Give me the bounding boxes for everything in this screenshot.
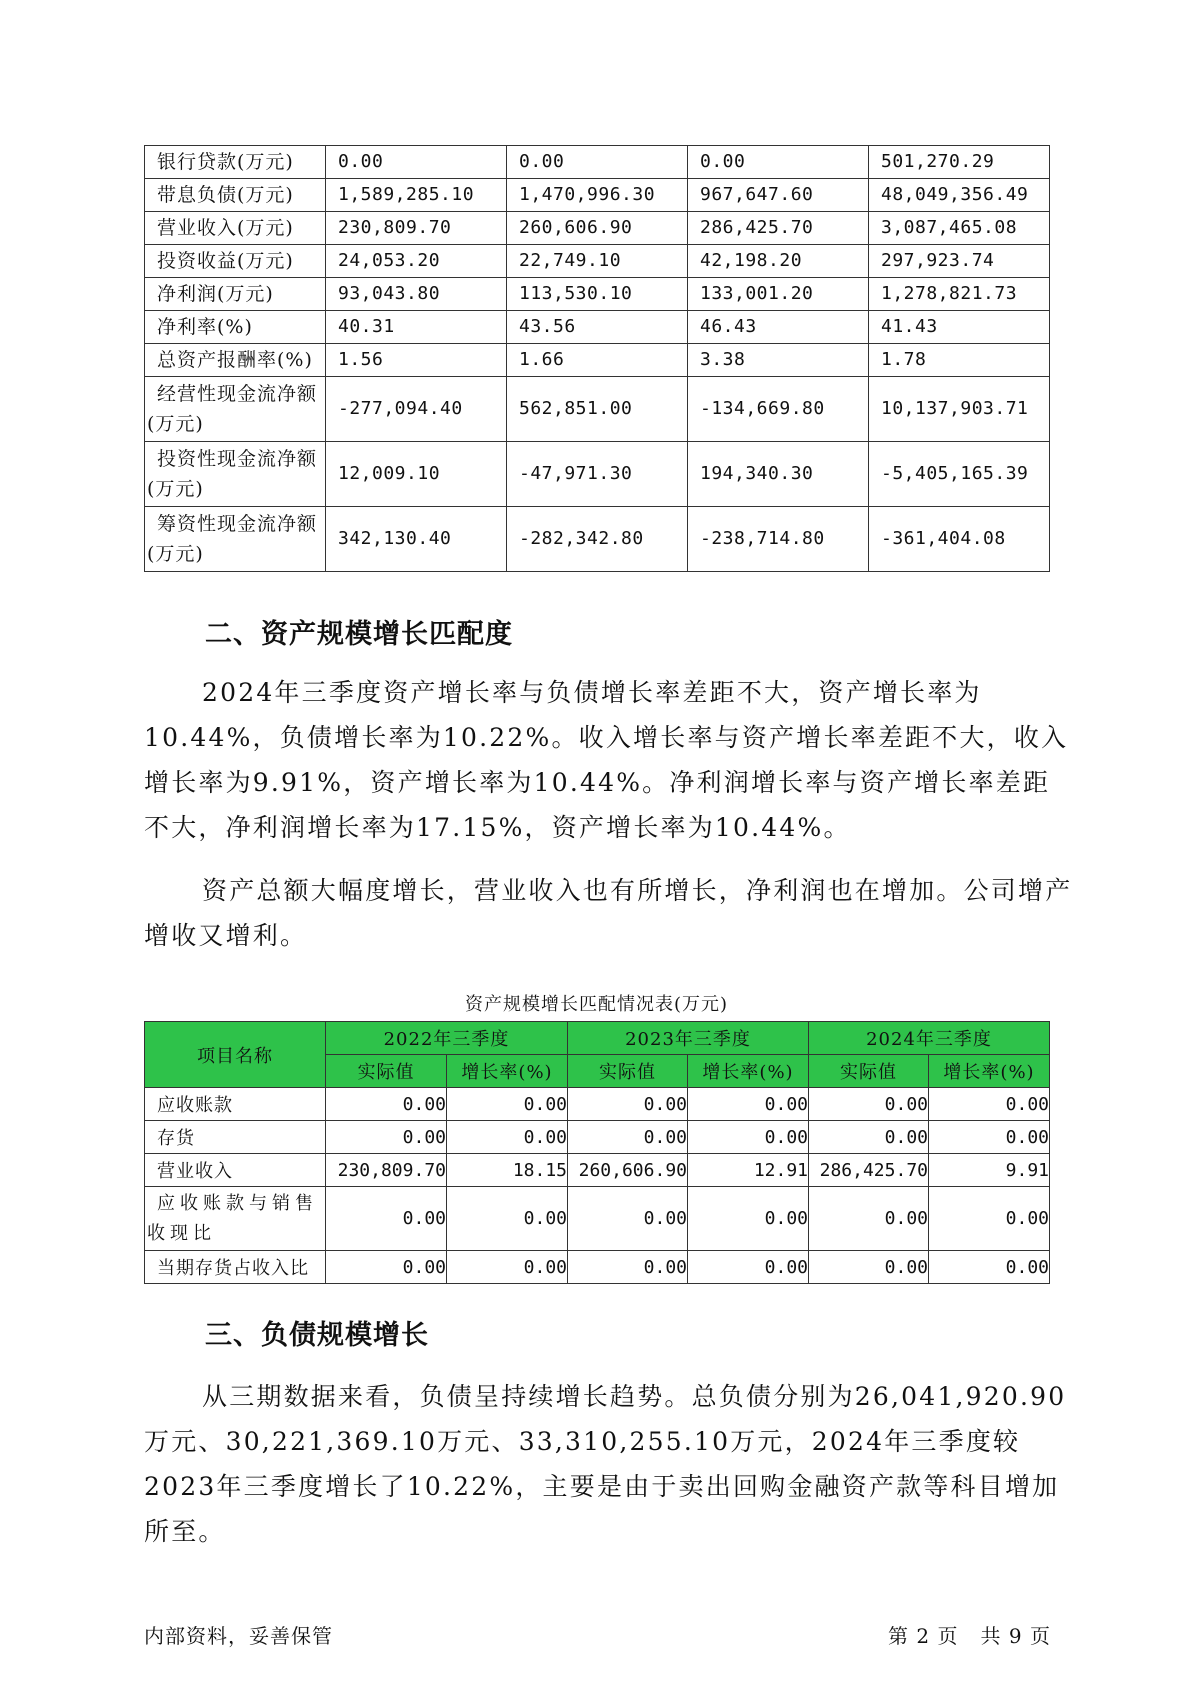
- table-cell: 260,606.90: [507, 212, 688, 245]
- table-cell: 0.00: [568, 1187, 688, 1251]
- table-cell: 12.91: [688, 1154, 809, 1187]
- header-actual: 实际值: [809, 1055, 929, 1088]
- table-cell: 0.00: [809, 1187, 929, 1251]
- table-cell: 24,053.20: [326, 245, 507, 278]
- table-cell: 42,198.20: [688, 245, 869, 278]
- table-cell: 41.43: [869, 311, 1050, 344]
- table-cell: 0.00: [568, 1121, 688, 1154]
- table-cell: 0.00: [929, 1088, 1050, 1121]
- table-cell: 93,043.80: [326, 278, 507, 311]
- table-cell: 43.56: [507, 311, 688, 344]
- table-cell: 0.00: [507, 146, 688, 179]
- table-row: [145, 1251, 1050, 1284]
- table-cell: 0.00: [326, 1088, 447, 1121]
- asset-growth-table: [144, 1021, 1050, 1284]
- table-row: [145, 278, 1050, 311]
- body-paragraph: 2024年三季度资产增长率与负债增长率差距不大，资产增长率为10.44%，负债增长率为10.22%。收入增长率与资产增长率差距不大，收入增长率为9.91%，资产增长率为10.44%。净利润增长率与资产增长率差距不大，净利润增长率为17.15%，资产增长率为10.44%。: [144, 678, 1069, 842]
- table-cell: 0.00: [929, 1187, 1050, 1251]
- table-cell: 113,530.10: [507, 278, 688, 311]
- table-row: [145, 507, 1050, 572]
- table-cell: 342,130.40: [326, 507, 507, 572]
- row-label: 存货: [145, 1121, 326, 1154]
- table-cell: 230,809.70: [326, 212, 507, 245]
- row-label: 营业收入(万元): [145, 212, 326, 245]
- body-paragraph: 从三期数据来看，负债呈持续增长趋势。总负债分别为26,041,920.90万元、30,221,369.10万元、33,310,255.10万元，2024年三季度较2023年三季度增长了10.22%，主要是由于卖出回购金融资产款等科目增加所至。: [144, 1382, 1067, 1546]
- table-row: [145, 245, 1050, 278]
- table-cell: 1.56: [326, 344, 507, 377]
- table-row: [145, 442, 1050, 507]
- table-cell: 286,425.70: [809, 1154, 929, 1187]
- table-cell: 297,923.74: [869, 245, 1050, 278]
- table-cell: 0.00: [688, 1121, 809, 1154]
- table-cell: 501,270.29: [869, 146, 1050, 179]
- table-cell: 46.43: [688, 311, 869, 344]
- table-row: [145, 1187, 1050, 1251]
- table-cell: 0.00: [326, 1251, 447, 1284]
- table-cell: 10,137,903.71: [869, 377, 1050, 442]
- table-row: [145, 344, 1050, 377]
- table-cell: -238,714.80: [688, 507, 869, 572]
- table-cell: 0.00: [447, 1187, 568, 1251]
- row-label: 筹资性现金流净额(万元): [145, 507, 326, 572]
- table-row: [145, 179, 1050, 212]
- header-actual: 实际值: [326, 1055, 447, 1088]
- table-cell: 1,278,821.73: [869, 278, 1050, 311]
- table-cell: 562,851.00: [507, 377, 688, 442]
- table-cell: -277,094.40: [326, 377, 507, 442]
- table-cell: 0.00: [688, 1088, 809, 1121]
- table-cell: 1.78: [869, 344, 1050, 377]
- table-cell: -134,669.80: [688, 377, 869, 442]
- table-cell: 22,749.10: [507, 245, 688, 278]
- header-growth: 增长率(%): [929, 1055, 1050, 1088]
- table-cell: 12,009.10: [326, 442, 507, 507]
- row-label: 当期存货占收入比: [145, 1251, 326, 1284]
- row-label: 投资性现金流净额(万元): [145, 442, 326, 507]
- table-cell: 967,647.60: [688, 179, 869, 212]
- table-cell: 1,470,996.30: [507, 179, 688, 212]
- header-period: 2022年三季度: [326, 1022, 568, 1055]
- table-cell: 0.00: [326, 1121, 447, 1154]
- section-heading: 二、资产规模增长匹配度: [205, 619, 513, 650]
- row-label: 带息负债(万元): [145, 179, 326, 212]
- table-cell: -47,971.30: [507, 442, 688, 507]
- table-cell: 0.00: [568, 1088, 688, 1121]
- header-growth: 增长率(%): [688, 1055, 809, 1088]
- section-heading: 三、负债规模增长: [205, 1320, 429, 1351]
- table-cell: -361,404.08: [869, 507, 1050, 572]
- row-label: 投资收益(万元): [145, 245, 326, 278]
- table-row: [145, 1088, 1050, 1121]
- table-header-row: [145, 1022, 1050, 1055]
- footer-confidential-note: 内部资料，妥善保管: [144, 1624, 333, 1648]
- table-cell: 0.00: [326, 146, 507, 179]
- table-cell: 3.38: [688, 344, 869, 377]
- table-cell: 18.15: [447, 1154, 568, 1187]
- table-cell: 1,589,285.10: [326, 179, 507, 212]
- table-cell: 0.00: [688, 1187, 809, 1251]
- table-row: [145, 311, 1050, 344]
- table-cell: -282,342.80: [507, 507, 688, 572]
- body-paragraph: 资产总额大幅度增长，营业收入也有所增长，净利润也在增加。公司增产增收又增利。: [144, 876, 1073, 950]
- table-cell: 286,425.70: [688, 212, 869, 245]
- row-label: 总资产报酬率(%): [145, 344, 326, 377]
- header-growth: 增长率(%): [447, 1055, 568, 1088]
- table-cell: 0.00: [688, 146, 869, 179]
- header-actual: 实际值: [568, 1055, 688, 1088]
- row-label: 应收账款与销售收现比: [145, 1187, 326, 1251]
- table-cell: 0.00: [447, 1088, 568, 1121]
- row-label: 净利率(%): [145, 311, 326, 344]
- table-cell: 0.00: [809, 1088, 929, 1121]
- table-cell: 260,606.90: [568, 1154, 688, 1187]
- table-row: [145, 377, 1050, 442]
- table-row: [145, 1154, 1050, 1187]
- table-cell: 230,809.70: [326, 1154, 447, 1187]
- table-row: [145, 1121, 1050, 1154]
- header-item-name: 项目名称: [145, 1022, 326, 1088]
- row-label: 银行贷款(万元): [145, 146, 326, 179]
- table-row: [145, 212, 1050, 245]
- header-period: 2024年三季度: [809, 1022, 1050, 1055]
- table-cell: 3,087,465.08: [869, 212, 1050, 245]
- table-cell: 0.00: [568, 1251, 688, 1284]
- header-period: 2023年三季度: [568, 1022, 809, 1055]
- table-row: [145, 146, 1050, 179]
- table-cell: 9.91: [929, 1154, 1050, 1187]
- table-cell: 0.00: [929, 1251, 1050, 1284]
- table-cell: 40.31: [326, 311, 507, 344]
- page-number: 第 2 页 共 9 页: [888, 1624, 1051, 1648]
- table-cell: 1.66: [507, 344, 688, 377]
- row-label: 应收账款: [145, 1088, 326, 1121]
- table-cell: -5,405,165.39: [869, 442, 1050, 507]
- table-cell: 48,049,356.49: [869, 179, 1050, 212]
- row-label: 经营性现金流净额(万元): [145, 377, 326, 442]
- table-cell: 0.00: [929, 1121, 1050, 1154]
- table-cell: 0.00: [326, 1187, 447, 1251]
- row-label: 营业收入: [145, 1154, 326, 1187]
- table-cell: 0.00: [447, 1251, 568, 1284]
- table-cell: 0.00: [809, 1251, 929, 1284]
- table-cell: 194,340.30: [688, 442, 869, 507]
- table-cell: 0.00: [447, 1121, 568, 1154]
- table-caption: 资产规模增长匹配情况表(万元): [464, 994, 729, 1015]
- table-cell: 133,001.20: [688, 278, 869, 311]
- table-cell: 0.00: [688, 1251, 809, 1284]
- table-cell: 0.00: [809, 1121, 929, 1154]
- row-label: 净利润(万元): [145, 278, 326, 311]
- financial-indicators-table: [144, 145, 1050, 572]
